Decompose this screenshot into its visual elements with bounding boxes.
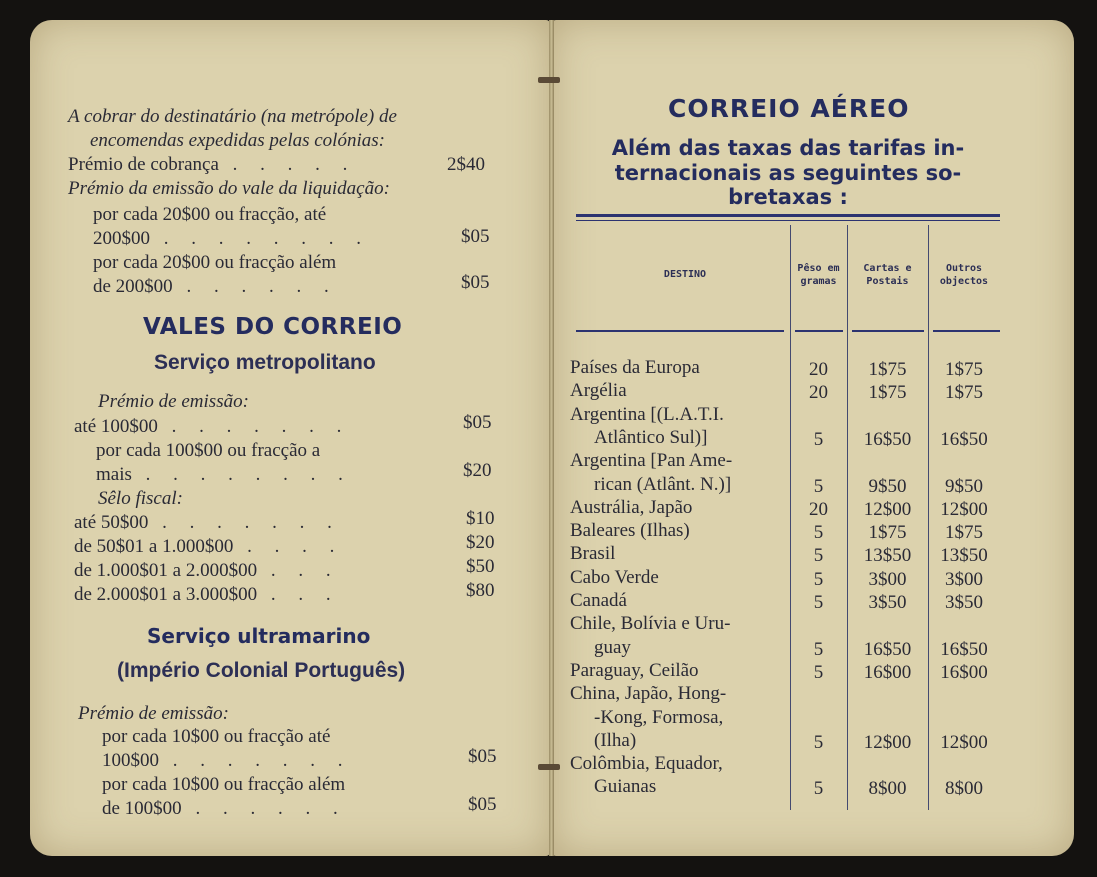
cartas-cell: 12$00	[863, 498, 912, 520]
staple-top	[538, 77, 560, 83]
intro-row2-line1: por cada 20$00 ou fracção além	[93, 252, 337, 273]
peso-cell: 5	[813, 638, 824, 660]
selo-row: de 50$01 a 1.000$00 . . . .	[74, 536, 344, 557]
intro-row2-value: $05	[461, 272, 490, 293]
ultra-row2-line1: por cada 10$00 ou fracção além	[102, 774, 346, 795]
premio-cobranca-label: Prémio de cobrança . . . . .	[68, 154, 357, 175]
ate-100-value: $05	[463, 412, 492, 433]
selo-row: de 2.000$01 a 3.000$00 . . .	[74, 584, 340, 605]
premio-vale-heading: Prémio da emissão do vale da liquidação:	[68, 178, 390, 199]
destino-cell: Colômbia, Equador,	[570, 753, 723, 775]
header-outros: Outros objectos	[939, 263, 989, 287]
peso-cell: 5	[813, 592, 824, 613]
selo-row: até 50$00 . . . . . . .	[74, 512, 341, 533]
intro-line-2: encomendas expedidas pelas colónias:	[90, 130, 385, 151]
por-cada-value: $20	[463, 460, 492, 481]
outros-cell: 16$50	[940, 428, 988, 450]
outros-cell: 12$00	[940, 731, 988, 753]
destino-cell: Chile, Bolívia e Uru-	[570, 613, 731, 635]
cartas-cell: 16$50	[863, 638, 912, 660]
destino-cell: Argélia	[570, 380, 627, 402]
ate-100-label: até 100$00 . . . . . . .	[74, 416, 351, 437]
cartas-cell: 1$75	[868, 522, 907, 544]
peso-cell: 5	[813, 778, 824, 800]
destino-cell: Cabo Verde	[570, 566, 659, 588]
outros-cell: 12$00	[940, 498, 988, 520]
selo-value: $20	[466, 532, 495, 553]
outros-cell: 3$00	[945, 568, 983, 590]
destino-cell: Paraguay, Ceilão	[570, 659, 699, 681]
ultramarino-subtitle: (Império Colonial Português)	[117, 659, 406, 682]
cartas-cell: 12$00	[863, 731, 912, 753]
outros-cell: 13$50	[940, 545, 988, 567]
destino-cell: Argentina [(L.A.T.I.	[570, 403, 724, 425]
peso-cell: 5	[813, 475, 824, 497]
destino-cell: (Ilha)	[594, 729, 637, 751]
header-rule-thin	[576, 220, 1000, 221]
intro-row1-value: $05	[461, 226, 490, 247]
cartas-cell: 9$50	[868, 475, 907, 497]
intro-row1-line1: por cada 20$00 ou fracção, até	[93, 204, 327, 225]
peso-cell: 20	[809, 359, 828, 380]
table-header-rule	[933, 330, 1000, 332]
peso-cell: 20	[809, 498, 828, 520]
header-peso: Pêso em gramas	[797, 263, 840, 287]
ultra-row1-line2: 100$00 . . . . . . .	[102, 750, 352, 771]
book-spine	[549, 20, 554, 856]
destino-cell: guay	[594, 636, 631, 658]
selo-value: $80	[466, 580, 495, 601]
outros-cell: 1$75	[945, 522, 983, 544]
peso-cell: 5	[813, 661, 824, 683]
destino-cell: Baleares (Ilhas)	[570, 520, 690, 542]
outros-cell: 3$50	[945, 592, 983, 613]
ultra-row1-line1: por cada 10$00 ou fracção até	[102, 726, 331, 747]
ultramarino-premio-heading: Prémio de emissão:	[78, 703, 229, 724]
cartas-cell: 1$75	[868, 359, 907, 380]
peso-cell: 5	[813, 731, 824, 753]
selo-value: $50	[466, 556, 495, 577]
destino-cell: Canadá	[570, 590, 627, 611]
header-rule-thick	[576, 214, 1000, 217]
table-header-rule	[795, 330, 843, 332]
premio-cobranca-value: 2$40	[447, 154, 485, 175]
destino-cell: Guianas	[594, 776, 657, 798]
destino-cell: Brasil	[570, 543, 616, 565]
destino-cell: Austrália, Japão	[570, 496, 693, 518]
peso-cell: 5	[813, 522, 824, 544]
intro-line-1: A cobrar do destinatário (na metrópole) de	[68, 106, 397, 127]
staple-bottom	[538, 764, 560, 770]
table-header-rule	[852, 330, 924, 332]
peso-cell: 5	[813, 545, 824, 567]
cartas-cell: 3$50	[868, 592, 907, 613]
ultra-row2-value: $05	[468, 794, 497, 815]
header-cartas: Cartas e Postais	[863, 263, 912, 287]
vales-premio-heading: Prémio de emissão:	[98, 391, 249, 412]
outros-cell: 16$00	[940, 661, 988, 683]
subtitle-line-2: ternacionais as seguintes so-	[614, 161, 962, 185]
ultra-row2-line2: de 100$00 . . . . . .	[102, 798, 347, 819]
cartas-cell: 16$00	[863, 661, 912, 683]
outros-cell: 1$75	[945, 382, 983, 404]
cartas-cell: 1$75	[868, 382, 907, 404]
peso-cell: 5	[813, 428, 824, 450]
outros-cell: 1$75	[945, 359, 983, 380]
por-cada-line2: mais . . . . . . . .	[96, 464, 352, 485]
destino-cell: rican (Atlânt. N.)]	[594, 473, 732, 495]
table-header-rule	[576, 330, 784, 332]
header-destino: DESTINO	[663, 269, 707, 280]
peso-cell: 20	[809, 382, 828, 404]
cartas-cell: 13$50	[863, 545, 912, 567]
outros-cell: 8$00	[945, 778, 983, 800]
destino-cell: Argentina [Pan Ame-	[570, 450, 733, 472]
destino-cell: Atlântico Sul)]	[594, 426, 708, 448]
selo-value: $10	[466, 508, 495, 529]
vales-title: VALES DO CORREIO	[143, 314, 403, 340]
cartas-cell: 3$00	[868, 568, 907, 590]
subtitle-line-1: Além das taxas das tarifas in-	[611, 136, 965, 160]
subtitle-line-3: bretaxas :	[728, 185, 848, 209]
outros-cell: 9$50	[945, 475, 983, 497]
correio-aereo-title: CORREIO AÉREO	[668, 94, 910, 123]
ultra-row1-value: $05	[468, 746, 497, 767]
selo-row: de 1.000$01 a 2.000$00 . . .	[74, 560, 340, 581]
peso-cell: 5	[813, 568, 824, 590]
outros-cell: 16$50	[940, 638, 988, 660]
por-cada-line1: por cada 100$00 ou fracção a	[96, 440, 321, 461]
intro-row2-line2: de 200$00 . . . . . .	[93, 276, 338, 297]
vales-subtitle: Serviço metropolitano	[154, 351, 376, 374]
destino-cell: Países da Europa	[570, 357, 700, 378]
intro-row1-line2: 200$00 . . . . . . . .	[93, 228, 370, 249]
selo-fiscal-heading: Sêlo fiscal:	[98, 488, 183, 509]
destino-cell: China, Japão, Hong-	[570, 683, 727, 705]
cartas-cell: 8$00	[868, 778, 907, 800]
destino-cell: -Kong, Formosa,	[594, 706, 724, 728]
cartas-cell: 16$50	[863, 428, 912, 450]
ultramarino-title: Serviço ultramarino	[147, 624, 371, 648]
